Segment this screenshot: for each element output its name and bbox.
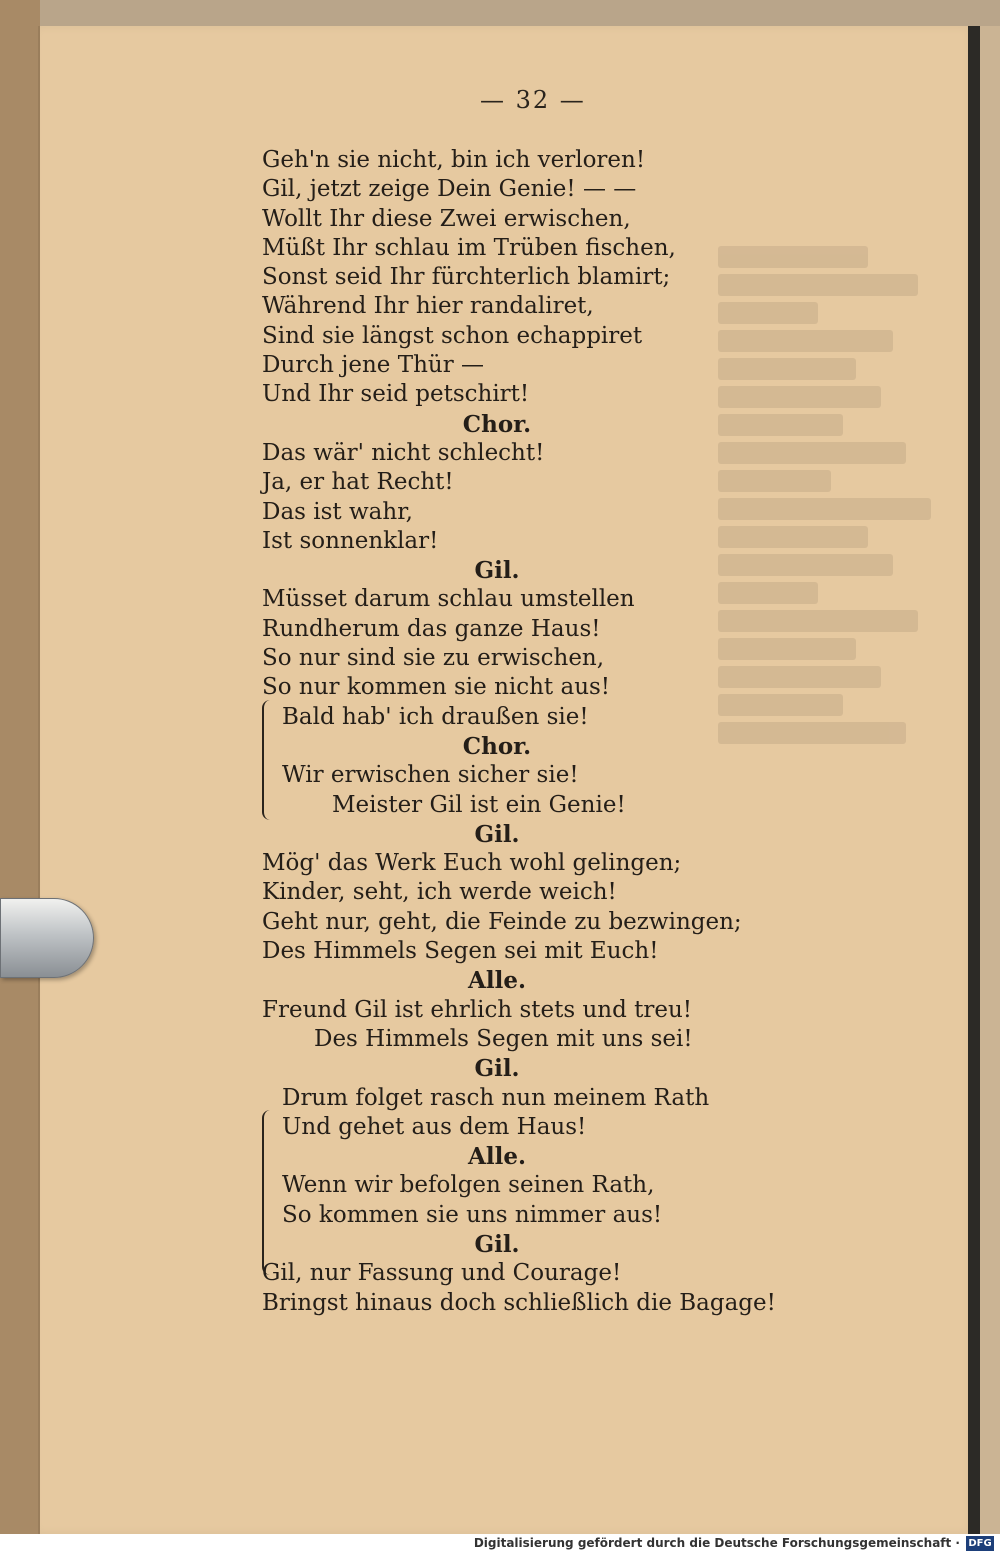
verse-line: Gil, jetzt zeige Dein Genie! — — xyxy=(262,176,637,203)
verse-line: Bringst hinaus doch schließlich die Bagage! xyxy=(262,1289,776,1316)
speaker-label: Gil. xyxy=(474,1230,520,1258)
verse-line: So kommen sie uns nimmer aus! xyxy=(282,1201,663,1228)
verse-line: Wenn wir befolgen seinen Rath, xyxy=(282,1172,655,1199)
speaker-label: Gil. xyxy=(474,557,520,585)
verse-line: Sonst seid Ihr fürchterlich blamirt; xyxy=(262,264,671,291)
verse-line: Freund Gil ist ehrlich stets und treu! xyxy=(262,996,693,1023)
verse-line: Wollt Ihr diese Zwei erwischen, xyxy=(262,205,631,232)
verse-line: Geh'n sie nicht, bin ich verloren! xyxy=(262,147,646,173)
verse-line: So nur sind sie zu erwischen, xyxy=(262,645,605,672)
verse-line: Meister Gil ist ein Genie! xyxy=(332,791,626,818)
verse-line: Das ist wahr, xyxy=(262,498,413,525)
speaker-label: Chor. xyxy=(462,732,532,760)
verse-line: Ist sonnenklar! xyxy=(262,527,439,554)
verse-line: Ja, er hat Recht! xyxy=(262,469,454,496)
speaker-label: Alle. xyxy=(468,967,526,995)
verse-line: Des Himmels Segen sei mit Euch! xyxy=(262,938,659,965)
dfg-logo: DFG xyxy=(966,1536,994,1551)
verse-line: Gil, nur Fassung und Courage! xyxy=(262,1260,622,1287)
footer-credit: Digitalisierung gefördert durch die Deutsche Forschungsgemeinschaft · xyxy=(473,1536,960,1550)
verse-line: Rundherum das ganze Haus! xyxy=(262,615,601,642)
speaker-label: Gil. xyxy=(474,820,520,848)
verse-line: Geht nur, geht, die Feinde zu bezwingen; xyxy=(262,908,742,935)
verse-line: Und gehet aus dem Haus! xyxy=(282,1113,587,1140)
verse-text xyxy=(262,146,776,1318)
verse-line: Wir erwischen sicher sie! xyxy=(282,762,579,789)
verse-line: Und Ihr seid petschirt! xyxy=(262,381,530,408)
page-number: — 32 — xyxy=(480,86,586,114)
verse-line: Müsset darum schlau umstellen xyxy=(262,586,635,613)
show-through-text xyxy=(718,240,968,1440)
verse-line: Während Ihr hier randaliret, xyxy=(262,293,594,320)
speaker-label: Gil. xyxy=(474,1055,520,1083)
verse-line: Sind sie längst schon echappiret xyxy=(262,322,643,349)
verse-line: Durch jene Thür — xyxy=(262,352,485,379)
verse-line: Des Himmels Segen mit uns sei! xyxy=(314,1025,693,1052)
next-page-edge xyxy=(980,26,1000,1534)
verse-line: So nur kommen sie nicht aus! xyxy=(262,674,611,701)
verse-line: Mög' das Werk Euch wohl gelingen; xyxy=(262,850,682,877)
verse-line: Müßt Ihr schlau im Trüben fischen, xyxy=(262,234,676,261)
book-cover-edge xyxy=(0,0,40,1534)
verse-line: Bald hab' ich draußen sie! xyxy=(282,703,589,730)
verse-line: Drum folget rasch nun meinem Rath xyxy=(282,1084,710,1111)
page-gutter-shadow xyxy=(968,26,980,1534)
binder-clip xyxy=(0,898,94,978)
verse-line: Kinder, seht, ich werde weich! xyxy=(262,879,617,906)
footer xyxy=(0,1534,1000,1554)
speaker-label: Chor. xyxy=(462,410,532,438)
verse-line: Das wär' nicht schlecht! xyxy=(262,439,545,466)
speaker-label: Alle. xyxy=(468,1143,526,1171)
